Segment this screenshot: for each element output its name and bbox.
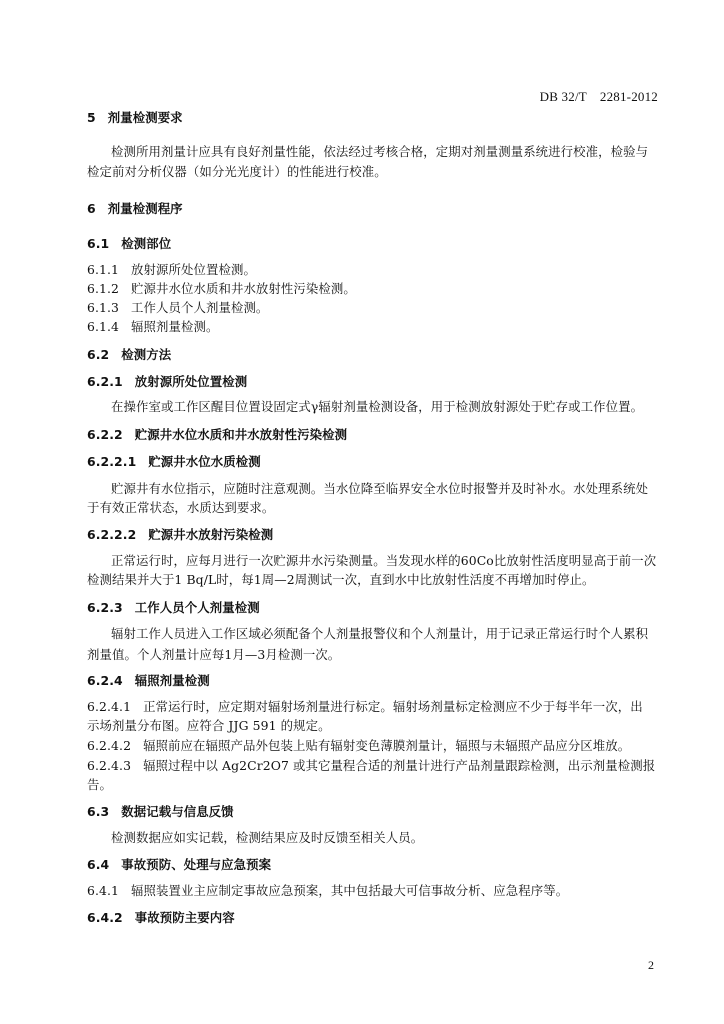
section-6-2-4-heading <box>87 671 657 691</box>
section-number: 6.2.3 <box>87 600 123 615</box>
paragraph-line: 正常运行时，应每月进行一次贮源井水污染测量。当发现水样的60Co比放射性活度明显高于前一次 <box>111 553 657 568</box>
section-6-2-heading <box>87 345 657 365</box>
section-number: 6 <box>87 201 96 216</box>
item-number: 6.2.4.2 <box>87 738 132 753</box>
list-item <box>87 260 657 280</box>
paragraph-line: 检定前对分析仪器（如分光光度计）的性能进行校准。 <box>87 164 387 179</box>
item-number: 6.2.4.1 <box>87 699 132 714</box>
paragraph-line: 剂量值。个人剂量计应每1月—3月检测一次。 <box>87 647 341 662</box>
section-number: 6.1 <box>87 236 110 251</box>
section-title: 事故预防、处理与应急预案 <box>121 857 272 872</box>
list-item <box>87 881 657 901</box>
section-number: 5 <box>87 110 96 125</box>
section-title: 检测部位 <box>121 236 172 251</box>
paragraph-line: 检测所用剂量计应具有良好剂量性能，依法经过考核合格，定期对剂量测量系统进行校准，检验与 <box>111 144 649 159</box>
section-5-heading <box>87 108 657 128</box>
item-text: 辐照剂量检测。 <box>131 319 219 334</box>
section-title: 辐照剂量检测 <box>134 673 210 688</box>
paragraph-line: 于有效正常状态，水质达到要求。 <box>87 500 275 515</box>
section-title: 数据记载与信息反馈 <box>121 804 234 819</box>
section-6-4-2-heading <box>87 908 657 928</box>
page-number: 2 <box>648 958 654 972</box>
paragraph-line: 在操作室或工作区醒目位置设固定式γ辐射剂量检测设备，用于检测放射源处于贮存或工作位置。 <box>111 399 644 414</box>
section-title: 剂量检测要求 <box>107 110 183 125</box>
list-item <box>87 736 657 756</box>
item-text: 辐照装置业主应制定事故应急预案，其中包括最大可信事故分析、应急程序等。 <box>131 883 569 898</box>
section-6-4-heading <box>87 855 657 875</box>
section-title: 贮源井水位水质检测 <box>148 454 261 469</box>
list-item <box>87 317 657 337</box>
section-number: 6.2.2.1 <box>87 454 137 469</box>
section-6-2-2-2-heading <box>87 525 657 545</box>
section-number: 6.4.2 <box>87 910 123 925</box>
section-number: 6.4 <box>87 857 110 872</box>
item-number: 6.1.1 <box>87 262 120 277</box>
item-number: 6.1.4 <box>87 319 120 334</box>
section-6-heading <box>87 199 657 219</box>
section-6-2-2-1-heading <box>87 452 657 472</box>
paragraph-line: 检测数据应如实记载，检测结果应及时反馈至相关人员。 <box>111 830 424 845</box>
paragraph-line: 示场剂量分布图。应符合 JJG 591 的规定。 <box>87 718 331 733</box>
list-item <box>87 298 657 318</box>
section-6-1-heading <box>87 234 657 254</box>
paragraph-line: 辐射工作人员进入工作区域必须配备个人剂量报警仪和个人剂量计，用于记录正常运行时个人累积 <box>111 626 649 641</box>
item-text: 正常运行时，应定期对辐射场剂量进行标定。辐射场剂量标定检测应不少于每半年一次，出 <box>143 699 643 714</box>
section-title: 事故预防主要内容 <box>134 910 235 925</box>
item-number: 6.1.2 <box>87 281 120 296</box>
section-title: 检测方法 <box>121 347 172 362</box>
section-number: 6.2 <box>87 347 110 362</box>
section-6-3-heading <box>87 802 657 822</box>
paragraph-line: 告。 <box>87 777 112 792</box>
item-number: 6.1.3 <box>87 300 120 315</box>
paragraph-line: 检测结果并大于1 Bq/L时，每1周—2周测试一次，直到水中比放射性活度不再增加时停止。 <box>87 572 595 587</box>
section-6-2-1-heading <box>87 372 657 392</box>
section-6-2-2-heading <box>87 425 657 445</box>
item-text: 辐照前应在辐照产品外包装上贴有辐射变色薄膜剂量计，辐照与未辐照产品应分区堆放。 <box>143 738 631 753</box>
item-text: 工作人员个人剂量检测。 <box>131 300 269 315</box>
section-number: 6.3 <box>87 804 110 819</box>
section-number: 6.2.2.2 <box>87 527 137 542</box>
item-text: 辐照过程中以 Ag2Cr2O7 或其它量程合适的剂量计进行产品剂量跟踪检测，出示剂量检测报 <box>143 758 656 773</box>
section-title: 贮源井水位水质和井水放射性污染检测 <box>134 427 348 442</box>
standard-code-header: DB 32/T 2281-2012 <box>539 89 658 104</box>
list-item <box>87 756 657 776</box>
item-number: 6.2.4.3 <box>87 758 132 773</box>
item-text: 放射源所处位置检测。 <box>131 262 256 277</box>
paragraph-line: 贮源井有水位指示，应随时注意观测。当水位降至临界安全水位时报警并及时补水。水处理系统处 <box>111 481 649 496</box>
section-title: 工作人员个人剂量检测 <box>134 600 260 615</box>
section-title: 剂量检测程序 <box>107 201 183 216</box>
section-number: 6.2.2 <box>87 427 123 442</box>
item-text: 贮源井水位水质和井水放射性污染检测。 <box>131 281 356 296</box>
section-title: 放射源所处位置检测 <box>134 374 248 389</box>
section-number: 6.2.1 <box>87 374 123 389</box>
section-title: 贮源井水放射污染检测 <box>148 527 274 542</box>
section-number: 6.2.4 <box>87 673 123 688</box>
section-6-2-3-heading <box>87 598 657 618</box>
list-item <box>87 697 657 717</box>
item-number: 6.4.1 <box>87 883 120 898</box>
list-item <box>87 279 657 299</box>
